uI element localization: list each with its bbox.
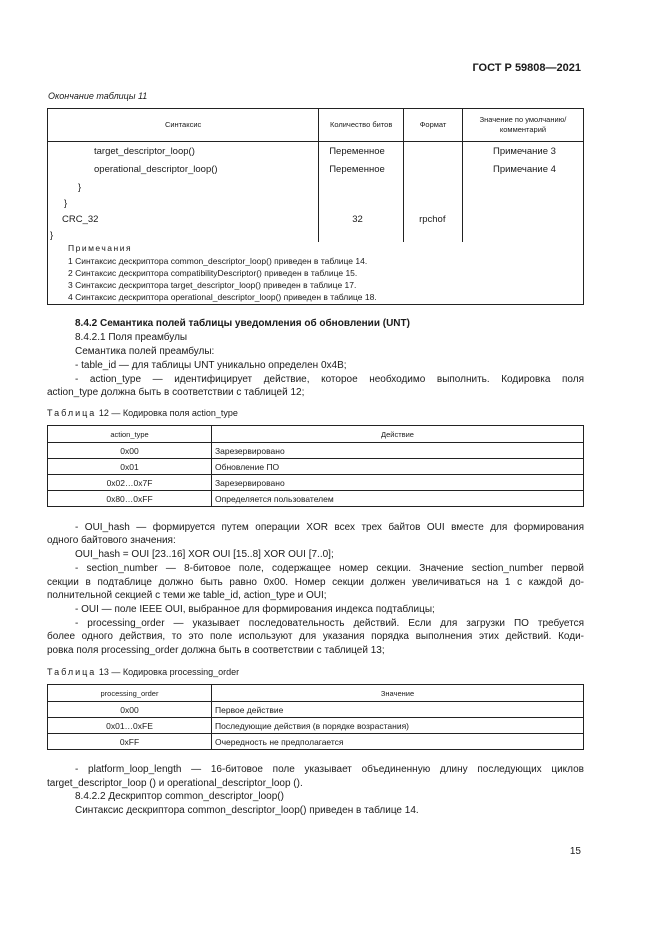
table12-caption-text: 12 — Кодировка поля action_type [98,408,238,418]
t11-bits-cell [319,142,404,243]
table13-caption-label: Таблица [47,667,97,677]
paragraph: - section_number — 8-битовое поле, содержащее номер секции. Значение section_number первой [75,563,584,574]
paragraph: более одного действия, то это поле используют для указания порядка выполнения этих действий. Коди- [47,631,584,642]
paragraph: - OUI_hash — формируется путем операции XOR всех трех байтов OUI вместе для формирования [75,522,584,533]
note-2: 2 Синтаксис дескриптора compatibilityDescriptor() приведен в таблице 15. [68,268,358,278]
table-13 [47,684,584,750]
t11-format-cell [404,142,463,243]
t11-row5-bits: 32 [352,214,363,225]
note-3: 3 Синтаксис дескриптора target_descriptor_loop() приведен в таблице 17. [68,280,357,290]
t12-cell: 0x02…0x7F [48,475,212,491]
t11-header-bits: Количество битов [319,109,404,142]
t11-row5-syntax: CRC_32 [62,214,99,225]
paragraph: полнительной секцией с теми же table_id, action_type и OUI; [47,590,327,601]
formula: OUI_hash = OUI [23..16] XOR OUI [15..8] XOR OUI [7..0]; [75,549,334,560]
t11-row1-comment: Примечание 3 [493,146,556,157]
t11-comment-cell [463,142,584,243]
paragraph: - processing_order — указывает последовательность действий. Если для загрузки ПО требуется [75,618,584,629]
t13-cell: 0x00 [48,702,212,718]
t12-cell: Зарезервировано [212,443,584,459]
t12-cell: Зарезервировано [212,475,584,491]
t12-cell: Определяется пользователем [212,491,584,507]
t12-cell: 0x80…0xFF [48,491,212,507]
t11-row2-comment: Примечание 4 [493,164,556,175]
table12-caption [47,408,238,418]
t13-cell: 0xFF [48,734,212,750]
table-row [48,491,584,507]
t11-row2-syntax: operational_descriptor_loop() [94,164,218,175]
t11-row3-syntax: } [78,182,82,193]
paragraph: Синтаксис дескриптора common_descriptor_loop() приведен в таблице 14. [75,805,419,816]
paragraph: - action_type — идентифицирует действие, которое необходимо выполнить. Кодировка поля [75,374,584,385]
t11-row4-syntax: } [64,198,68,209]
section-heading: 8.4.2 Семантика полей таблицы уведомления об обновлении (UNT) [75,318,410,329]
table-11 [47,108,584,242]
table11-caption: Окончание таблицы 11 [48,91,148,101]
table-12 [47,425,584,507]
table-row [48,459,584,475]
paragraph: секции в подтаблице должно быть равно 0x00. Номер секции должен увеличиваться на 1 с каждой до- [47,577,584,588]
t11-header-syntax: Синтаксис [48,109,319,142]
document-header: ГОСТ Р 59808—2021 [472,62,581,74]
t11-row2-bits: Переменное [329,164,385,175]
t11-row5-format: rpchof [419,214,446,225]
t12-header-action: Действие [212,426,584,443]
table-row [48,718,584,734]
table13-caption [47,667,239,677]
table13-caption-text: 13 — Кодировка processing_order [98,667,240,677]
t13-cell: Первое действие [212,702,584,718]
table-row [48,443,584,459]
t13-cell: 0x01…0xFE [48,718,212,734]
t11-header-format: Формат [404,109,463,142]
t11-row6-syntax: } [50,230,54,241]
paragraph: ровка поля processing_order должна быть в соответствии с таблицей 13; [47,645,385,656]
note-1: 1 Синтаксис дескриптора common_descriptor_loop() приведен в таблице 14. [68,256,368,266]
t11-row1-syntax: target_descriptor_loop() [94,146,195,157]
t12-cell: Обновление ПО [212,459,584,475]
subsection-heading: 8.4.2.1 Поля преамбулы [75,332,188,343]
t11-row1-bits: Переменное [329,146,385,157]
paragraph: target_descriptor_loop () и operational_descriptor_loop (). [47,778,303,789]
t13-cell: Последующие действия (в порядке возрастания) [212,718,584,734]
t11-header-comment: Значение по умолчанию/ комментарий [463,109,584,142]
table-row [48,475,584,491]
table-row [48,702,584,718]
page-number: 15 [569,846,581,857]
paragraph: action_type должна быть в соответствии с таблицей 12; [47,387,305,398]
notes-title: Примечания [68,243,133,253]
paragraph: одного байтового значения: [47,535,176,546]
note-4: 4 Синтаксис дескриптора operational_descriptor_loop() приведен в таблице 18. [68,292,377,302]
paragraph: Семантика полей преамбулы: [75,346,215,357]
t13-header-value: Значение [212,685,584,702]
subsection-heading: 8.4.2.2 Дескриптор common_descriptor_loop() [75,791,284,802]
paragraph: - OUI — поле IEEE OUI, выбранное для формирования индекса подтаблицы; [75,604,435,615]
t11-syntax-cell [48,142,319,243]
paragraph: - table_id — для таблицы UNT уникально определен 0x4B; [75,360,347,371]
table12-caption-label: Таблица [47,408,97,418]
table-row [48,734,584,750]
t12-cell: 0x00 [48,443,212,459]
t13-cell: Очередность не предполагается [212,734,584,750]
paragraph: - platform_loop_length — 16-битовое поле указывает объединенную длину последующих циклов [75,764,584,775]
t12-cell: 0x01 [48,459,212,475]
t12-header-code: action_type [48,426,212,443]
table11-notes [47,239,584,305]
t13-header-code: processing_order [48,685,212,702]
